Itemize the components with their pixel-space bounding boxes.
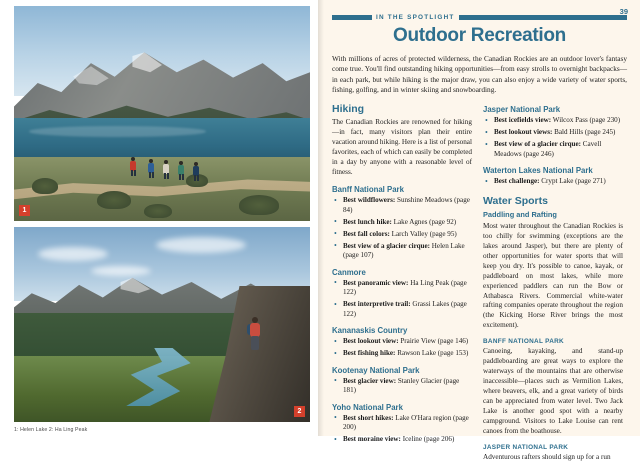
article-intro: With millions of acres of protected wilderness, the Canadian Rockies are an outdoor lover's fantasy come true. You'll find outstanding hiking opportunities—from easy strolls to overnight backpacks—in each park, but while hiking is the major draw, you can also enjoy a wide variety of water sports, fishing, golfing, and in winter skiing and snowboarding. bbox=[332, 54, 627, 95]
spotlight-label: IN THE SPOTLIGHT bbox=[376, 14, 455, 21]
item-label: Best view of a glacier cirque: bbox=[343, 241, 431, 250]
photo-ha-ling-peak bbox=[14, 227, 310, 422]
item-label: Best fishing hike: bbox=[343, 349, 396, 358]
column-left bbox=[332, 103, 472, 467]
item-label: Best lookout views: bbox=[494, 128, 553, 137]
item-label: Best interpretive trail: bbox=[343, 300, 411, 309]
list-item bbox=[339, 218, 472, 228]
item-label: Best panoramic view: bbox=[343, 278, 409, 287]
list-yoho bbox=[332, 414, 472, 445]
item-label: Best wildflowers: bbox=[343, 196, 396, 205]
list-item bbox=[490, 177, 623, 187]
article-column bbox=[318, 0, 640, 461]
photo-marker-1: 1 bbox=[19, 205, 30, 216]
photo-helen-lake bbox=[14, 6, 310, 221]
item-text: Cavell Meadows (page 246) bbox=[494, 140, 602, 158]
list-banff bbox=[332, 196, 472, 261]
item-text: Grassi Lakes (page 122) bbox=[343, 300, 467, 318]
list-item bbox=[490, 140, 623, 159]
item-label: Best short hikes: bbox=[343, 413, 394, 422]
park-heading-canmore: Canmore bbox=[332, 267, 366, 277]
item-label: Best fall colors: bbox=[343, 229, 390, 238]
item-label: Best lunch hike: bbox=[343, 217, 392, 226]
list-item bbox=[490, 116, 623, 126]
list-kananaskis bbox=[332, 337, 472, 359]
hiker bbox=[192, 162, 200, 180]
shrub bbox=[239, 195, 279, 215]
subsection-jasper: JASPER NATIONAL PARK bbox=[483, 443, 569, 451]
photo-marker-2: 2 bbox=[294, 406, 305, 417]
list-item bbox=[339, 414, 472, 433]
list-item bbox=[339, 242, 472, 261]
page-gutter-shadow bbox=[318, 0, 324, 436]
text-columns bbox=[332, 103, 627, 467]
hiking-body: The Canadian Rockies are renowned for hiking—in fact, many visitors plan their entire vacation around hiking. Here is a list of personal favorites, each of which can easily be completed in a day by anyone with a reasonable level of fitness. bbox=[332, 118, 472, 177]
subsection-banff-body: Canoeing, kayaking, and stand-up paddleboarding are great ways to explore the waterways of the mountains that are otherwise inaccessible—places such as Vermilion Lakes, where beavers, elk, and a great variety of birds can be appreciated from water level. Two Jack Lake is another good spot with a nearby campground. Visitors to Lake Louise can rent canoes from the boathouse. bbox=[483, 347, 623, 435]
rule-right bbox=[459, 15, 628, 20]
list-item bbox=[490, 128, 623, 138]
shrub bbox=[144, 204, 172, 218]
photo-caption: 1: Helen Lake 2: Ha Ling Peak bbox=[14, 427, 88, 433]
item-text: Larch Valley (page 95) bbox=[391, 229, 457, 238]
column-right bbox=[483, 103, 623, 467]
section-heading-water-sports: Water Sports bbox=[483, 194, 548, 207]
item-text: Helen Lake (page 107) bbox=[343, 241, 465, 260]
item-text: Wilcox Pass (page 230) bbox=[552, 116, 621, 125]
item-text: Prairie View (page 146) bbox=[400, 337, 469, 346]
item-label: Best glacier view: bbox=[343, 376, 397, 385]
list-jasper bbox=[483, 116, 623, 159]
cloud bbox=[91, 266, 151, 276]
park-heading-banff: Banff National Park bbox=[332, 185, 404, 195]
list-item bbox=[339, 196, 472, 215]
item-text: Lake O'Hara region (page 200) bbox=[343, 413, 469, 432]
hiker bbox=[162, 160, 170, 178]
shrub bbox=[97, 191, 131, 209]
water-sports-body: Most water throughout the Canadian Rockies is too chilly for swimming (exceptions are the lakes around Jasper), but there are plenty of other opportunities for water sports that will keep you dry. It's possible to canoe, kayak, or paddleboard on most lakes, while more experienced paddlers can run the Bow or Athabasca Rivers. Commercial white-water rafting companies operate throughout the region (the Kicking Horse River brings the most excitement). bbox=[483, 221, 623, 330]
park-heading-yoho: Yoho National Park bbox=[332, 402, 403, 412]
list-kootenay bbox=[332, 377, 472, 396]
list-item bbox=[339, 279, 472, 298]
item-label: Best view of a glacier cirque: bbox=[494, 140, 582, 149]
subheading-paddling-rafting: Paddling and Rafting bbox=[483, 209, 557, 219]
hiker bbox=[177, 161, 185, 179]
subsection-banff: BANFF NATIONAL PARK bbox=[483, 338, 564, 346]
list-canmore bbox=[332, 279, 472, 320]
item-text: Ha Ling Peak (page 122) bbox=[343, 278, 467, 297]
section-heading-hiking: Hiking bbox=[332, 103, 365, 116]
list-item bbox=[339, 435, 472, 445]
hiker bbox=[129, 157, 137, 175]
cloud bbox=[156, 237, 246, 253]
item-label: Best moraine view: bbox=[343, 435, 401, 444]
item-text: Rawson Lake (page 153) bbox=[397, 349, 469, 358]
item-text: Iceline (page 206) bbox=[402, 435, 455, 444]
cloud bbox=[38, 247, 108, 261]
item-text: Lake Agnes (page 92) bbox=[393, 217, 457, 226]
shrub bbox=[32, 178, 58, 194]
rule-left bbox=[332, 15, 372, 20]
list-item bbox=[339, 230, 472, 240]
park-heading-waterton: Waterton Lakes National Park bbox=[483, 166, 593, 176]
subsection-jasper-body: Adventurous rafters should sign up for a run bbox=[483, 452, 611, 461]
list-item bbox=[339, 337, 472, 347]
item-text: Sunshine Meadows (page 84) bbox=[343, 196, 470, 214]
item-label: Best lookout view: bbox=[343, 337, 399, 346]
item-text: Crypt Lake (page 271) bbox=[541, 177, 606, 186]
list-item bbox=[339, 349, 472, 359]
list-item bbox=[339, 300, 472, 319]
hiker-with-backpack bbox=[247, 317, 263, 351]
hiker bbox=[147, 159, 155, 177]
item-text: Stanley Glacier (page 181) bbox=[343, 376, 460, 395]
item-text: Bald Hills (page 245) bbox=[554, 128, 616, 137]
park-heading-jasper: Jasper National Park bbox=[483, 105, 561, 115]
item-label: Best icefields view: bbox=[494, 116, 552, 125]
spotlight-banner bbox=[332, 14, 627, 21]
page-number: 39 bbox=[619, 7, 628, 16]
park-heading-kananaskis: Kananaskis Country bbox=[332, 326, 408, 336]
park-heading-kootenay: Kootenay National Park bbox=[332, 365, 420, 375]
list-item bbox=[339, 377, 472, 396]
photo-column bbox=[0, 0, 318, 436]
list-waterton bbox=[483, 177, 623, 187]
item-label: Best challenge: bbox=[494, 177, 540, 186]
article-title: Outdoor Recreation bbox=[392, 25, 566, 46]
